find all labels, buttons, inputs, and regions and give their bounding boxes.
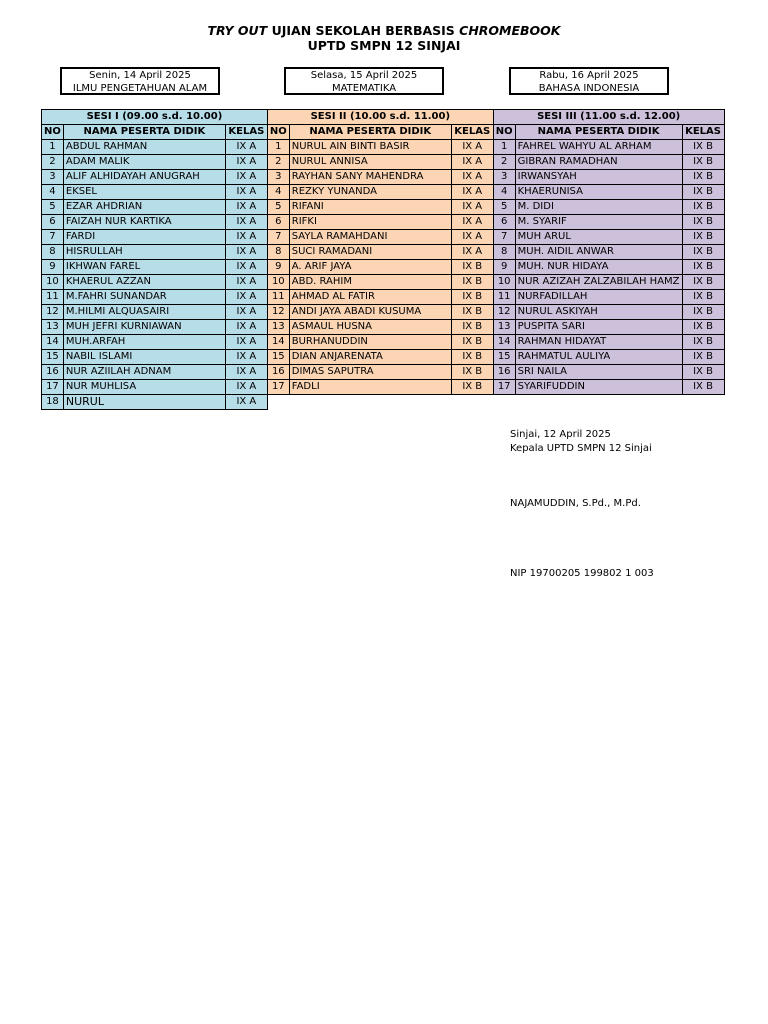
col-no: NO xyxy=(267,125,289,140)
cell-kelas: IX A xyxy=(225,170,267,185)
session-2-title: SESI II (10.00 s.d. 11.00) xyxy=(267,110,493,125)
cell-name: MUH.ARFAH xyxy=(63,335,225,350)
cell-no: 11 xyxy=(493,290,515,305)
cell-no: 3 xyxy=(493,170,515,185)
table-row xyxy=(42,365,725,380)
cell-name: NURUL ASKIYAH xyxy=(515,305,682,320)
cell-no: 6 xyxy=(42,215,64,230)
cell-no: 4 xyxy=(42,185,64,200)
cell-kelas: IX A xyxy=(225,200,267,215)
cell-kelas: IX A xyxy=(225,155,267,170)
title-middle: UJIAN SEKOLAH BERBASIS xyxy=(267,23,460,38)
cell-no: 2 xyxy=(493,155,515,170)
cell-no: 12 xyxy=(493,305,515,320)
cell-no: 9 xyxy=(267,260,289,275)
cell-no: 1 xyxy=(42,140,64,155)
cell-kelas: IX B xyxy=(682,245,724,260)
cell-no: 9 xyxy=(493,260,515,275)
cell-kelas: IX B xyxy=(451,275,493,290)
cell-no: 6 xyxy=(267,215,289,230)
cell-kelas: IX A xyxy=(225,260,267,275)
cell-name: NUR MUHLISA xyxy=(63,380,225,395)
cell-no: 8 xyxy=(493,245,515,260)
cell-no: 10 xyxy=(42,275,64,290)
cell-kelas: IX A xyxy=(225,350,267,365)
table-row xyxy=(42,275,725,290)
cell-no: 17 xyxy=(42,380,64,395)
cell-name: RAYHAN SANY MAHENDRA xyxy=(289,170,451,185)
cell-kelas: IX A xyxy=(225,380,267,395)
cell-no: 16 xyxy=(493,365,515,380)
signature-place-date: Sinjai, 12 April 2025 xyxy=(510,429,611,440)
cell-no: 5 xyxy=(42,200,64,215)
cell-kelas: IX B xyxy=(682,320,724,335)
cell-no: 12 xyxy=(42,305,64,320)
cell-name: FARDI xyxy=(63,230,225,245)
cell-name: DIMAS SAPUTRA xyxy=(289,365,451,380)
cell-no: 14 xyxy=(42,335,64,350)
table-row xyxy=(42,305,725,320)
col-name: NAMA PESERTA DIDIK xyxy=(289,125,451,140)
session-header-row xyxy=(42,110,725,125)
day-box-3 xyxy=(509,67,669,95)
cell-name: NABIL ISLAMI xyxy=(63,350,225,365)
cell-no: 8 xyxy=(42,245,64,260)
cell-kelas: IX B xyxy=(682,200,724,215)
cell-no: 14 xyxy=(267,335,289,350)
cell-kelas: IX A xyxy=(225,245,267,260)
cell-no: 6 xyxy=(493,215,515,230)
cell-no: 10 xyxy=(267,275,289,290)
cell-name: MUH JEFRI KURNIAWAN xyxy=(63,320,225,335)
cell-name: NURFADILLAH xyxy=(515,290,682,305)
cell-kelas: IX A xyxy=(225,290,267,305)
cell-kelas: IX A xyxy=(225,395,267,410)
cell-name: NUR AZIILAH ADNAM xyxy=(63,365,225,380)
empty-cell xyxy=(289,395,451,410)
table-row xyxy=(42,290,725,305)
cell-no: 2 xyxy=(42,155,64,170)
cell-no: 10 xyxy=(493,275,515,290)
cell-name: EKSEL xyxy=(63,185,225,200)
col-no: NO xyxy=(42,125,64,140)
cell-kelas: IX B xyxy=(451,380,493,395)
table-row xyxy=(42,380,725,395)
school-name: UPTD SMPN 12 SINJAI xyxy=(307,38,461,53)
cell-name: HISRULLAH xyxy=(63,245,225,260)
cell-name: IRWANSYAH xyxy=(515,170,682,185)
cell-no: 15 xyxy=(493,350,515,365)
cell-kelas: IX B xyxy=(682,335,724,350)
cell-name: KHAERUNISA xyxy=(515,185,682,200)
cell-no: 18 xyxy=(42,395,64,410)
table-row xyxy=(42,155,725,170)
col-no: NO xyxy=(493,125,515,140)
col-kelas: KELAS xyxy=(225,125,267,140)
cell-no: 15 xyxy=(267,350,289,365)
cell-name: NURUL xyxy=(63,395,225,410)
cell-name: REZKY YUNANDA xyxy=(289,185,451,200)
empty-cell xyxy=(493,395,515,410)
table-row xyxy=(42,260,725,275)
day-box-1 xyxy=(60,67,220,95)
table-row xyxy=(42,335,725,350)
session-1-title: SESI I (09.00 s.d. 10.00) xyxy=(42,110,268,125)
cell-kelas: IX A xyxy=(451,170,493,185)
cell-no: 5 xyxy=(267,200,289,215)
cell-kelas: IX A xyxy=(225,215,267,230)
cell-kelas: IX A xyxy=(225,275,267,290)
day-3-subject: BAHASA INDONESIA xyxy=(538,83,640,94)
cell-kelas: IX B xyxy=(451,365,493,380)
cell-name: AHMAD AL FATIR xyxy=(289,290,451,305)
cell-no: 13 xyxy=(493,320,515,335)
cell-kelas: IX B xyxy=(682,140,724,155)
cell-name: A. ARIF JAYA xyxy=(289,260,451,275)
cell-kelas: IX B xyxy=(682,155,724,170)
table-row xyxy=(42,350,725,365)
document-title xyxy=(0,23,768,38)
cell-no: 9 xyxy=(42,260,64,275)
cell-kelas: IX B xyxy=(682,380,724,395)
cell-no: 8 xyxy=(267,245,289,260)
cell-name: ABDUL RAHMAN xyxy=(63,140,225,155)
cell-kelas: IX B xyxy=(682,170,724,185)
schedule-body xyxy=(42,140,725,410)
cell-name: RAHMATUL AULIYA xyxy=(515,350,682,365)
empty-cell xyxy=(515,395,682,410)
cell-name: FAIZAH NUR KARTIKA xyxy=(63,215,225,230)
cell-kelas: IX A xyxy=(451,185,493,200)
cell-name: PUSPITA SARI xyxy=(515,320,682,335)
cell-name: SUCI RAMADANI xyxy=(289,245,451,260)
cell-kelas: IX B xyxy=(682,290,724,305)
day-3-date: Rabu, 16 April 2025 xyxy=(539,70,639,81)
cell-no: 15 xyxy=(42,350,64,365)
cell-kelas: IX A xyxy=(451,215,493,230)
cell-kelas: IX B xyxy=(682,365,724,380)
cell-kelas: IX A xyxy=(225,305,267,320)
cell-name: MUH. NUR HIDAYA xyxy=(515,260,682,275)
cell-name: IKHWAN FAREL xyxy=(63,260,225,275)
cell-name: SRI NAILA xyxy=(515,365,682,380)
cell-kelas: IX B xyxy=(451,335,493,350)
cell-name: RIFKI xyxy=(289,215,451,230)
column-header-row xyxy=(42,125,725,140)
cell-no: 16 xyxy=(42,365,64,380)
cell-kelas: IX B xyxy=(682,350,724,365)
session-3-title: SESI III (11.00 s.d. 12.00) xyxy=(493,110,724,125)
table-row xyxy=(42,215,725,230)
cell-no: 5 xyxy=(493,200,515,215)
cell-no: 17 xyxy=(267,380,289,395)
cell-name: DIAN ANJARENATA xyxy=(289,350,451,365)
cell-kelas: IX B xyxy=(682,275,724,290)
cell-no: 4 xyxy=(493,185,515,200)
cell-no: 7 xyxy=(267,230,289,245)
cell-kelas: IX B xyxy=(451,290,493,305)
col-name: NAMA PESERTA DIDIK xyxy=(63,125,225,140)
empty-cell xyxy=(682,395,724,410)
empty-cell xyxy=(267,395,289,410)
cell-name: FADLI xyxy=(289,380,451,395)
cell-kelas: IX B xyxy=(682,185,724,200)
cell-kelas: IX A xyxy=(225,140,267,155)
cell-name: NUR AZIZAH ZALZABILAH HAMZ xyxy=(515,275,682,290)
cell-name: ADAM MALIK xyxy=(63,155,225,170)
table-row xyxy=(42,140,725,155)
cell-kelas: IX A xyxy=(225,335,267,350)
col-name: NAMA PESERTA DIDIK xyxy=(515,125,682,140)
cell-name: ASMAUL HUSNA xyxy=(289,320,451,335)
day-2-subject: MATEMATIKA xyxy=(331,83,397,94)
table-row xyxy=(42,230,725,245)
cell-no: 12 xyxy=(267,305,289,320)
table-row xyxy=(42,185,725,200)
title-tryout: TRY OUT xyxy=(207,23,268,38)
day-2-date: Selasa, 15 April 2025 xyxy=(310,70,418,81)
cell-kelas: IX A xyxy=(225,185,267,200)
cell-no: 1 xyxy=(493,140,515,155)
cell-kelas: IX A xyxy=(225,365,267,380)
col-kelas: KELAS xyxy=(451,125,493,140)
day-box-2 xyxy=(284,67,444,95)
cell-no: 1 xyxy=(267,140,289,155)
cell-name: MUH. AIDIL ANWAR xyxy=(515,245,682,260)
cell-kelas: IX B xyxy=(682,305,724,320)
cell-name: SAYLA RAMAHDANI xyxy=(289,230,451,245)
cell-name: M. SYARIF xyxy=(515,215,682,230)
table-row xyxy=(42,320,725,335)
cell-name: ABD. RAHIM xyxy=(289,275,451,290)
col-kelas: KELAS xyxy=(682,125,724,140)
signature-name: NAJAMUDDIN, S.Pd., M.Pd. xyxy=(510,498,641,509)
cell-kelas: IX A xyxy=(451,245,493,260)
title-chromebook: CHROMEBOOK xyxy=(459,23,561,38)
cell-name: RAHMAN HIDAYAT xyxy=(515,335,682,350)
cell-kelas: IX A xyxy=(225,320,267,335)
cell-name: KHAERUL AZZAN xyxy=(63,275,225,290)
cell-kelas: IX A xyxy=(225,230,267,245)
cell-no: 7 xyxy=(42,230,64,245)
cell-name: RIFANI xyxy=(289,200,451,215)
day-1-date: Senin, 14 April 2025 xyxy=(89,70,191,81)
table-row xyxy=(42,395,725,410)
cell-no: 3 xyxy=(42,170,64,185)
cell-name: GIBRAN RAMADHAN xyxy=(515,155,682,170)
cell-kelas: IX B xyxy=(682,260,724,275)
cell-kelas: IX A xyxy=(451,140,493,155)
signature-role: Kepala UPTD SMPN 12 Sinjai xyxy=(510,443,652,454)
cell-no: 14 xyxy=(493,335,515,350)
cell-name: ANDI JAYA ABADI KUSUMA xyxy=(289,305,451,320)
cell-no: 11 xyxy=(42,290,64,305)
cell-kelas: IX A xyxy=(451,230,493,245)
signature-nip: NIP 19700205 199802 1 003 xyxy=(510,568,654,579)
table-row xyxy=(42,200,725,215)
cell-no: 2 xyxy=(267,155,289,170)
cell-name: M. DIDI xyxy=(515,200,682,215)
cell-kelas: IX A xyxy=(451,200,493,215)
cell-kelas: IX B xyxy=(682,230,724,245)
day-1-subject: ILMU PENGETAHUAN ALAM xyxy=(72,83,208,94)
cell-name: NURUL ANNISA xyxy=(289,155,451,170)
cell-no: 13 xyxy=(267,320,289,335)
cell-no: 17 xyxy=(493,380,515,395)
cell-kelas: IX B xyxy=(451,305,493,320)
cell-name: SYARIFUDDIN xyxy=(515,380,682,395)
cell-no: 16 xyxy=(267,365,289,380)
cell-kelas: IX B xyxy=(451,320,493,335)
empty-cell xyxy=(451,395,493,410)
cell-name: M.HILMI ALQUASAIRI xyxy=(63,305,225,320)
cell-no: 4 xyxy=(267,185,289,200)
table-row xyxy=(42,245,725,260)
cell-no: 7 xyxy=(493,230,515,245)
table-row xyxy=(42,170,725,185)
cell-kelas: IX B xyxy=(682,215,724,230)
cell-no: 11 xyxy=(267,290,289,305)
cell-name: MUH ARUL xyxy=(515,230,682,245)
schedule-table xyxy=(41,109,725,410)
cell-kelas: IX B xyxy=(451,260,493,275)
cell-name: M.FAHRI SUNANDAR xyxy=(63,290,225,305)
cell-name: EZAR AHDRIAN xyxy=(63,200,225,215)
cell-name: NURUL AIN BINTI BASIR xyxy=(289,140,451,155)
cell-no: 13 xyxy=(42,320,64,335)
cell-name: BURHANUDDIN xyxy=(289,335,451,350)
cell-kelas: IX B xyxy=(451,350,493,365)
cell-no: 3 xyxy=(267,170,289,185)
cell-kelas: IX A xyxy=(451,155,493,170)
cell-name: ALIF ALHIDAYAH ANUGRAH xyxy=(63,170,225,185)
cell-name: FAHREL WAHYU AL ARHAM xyxy=(515,140,682,155)
